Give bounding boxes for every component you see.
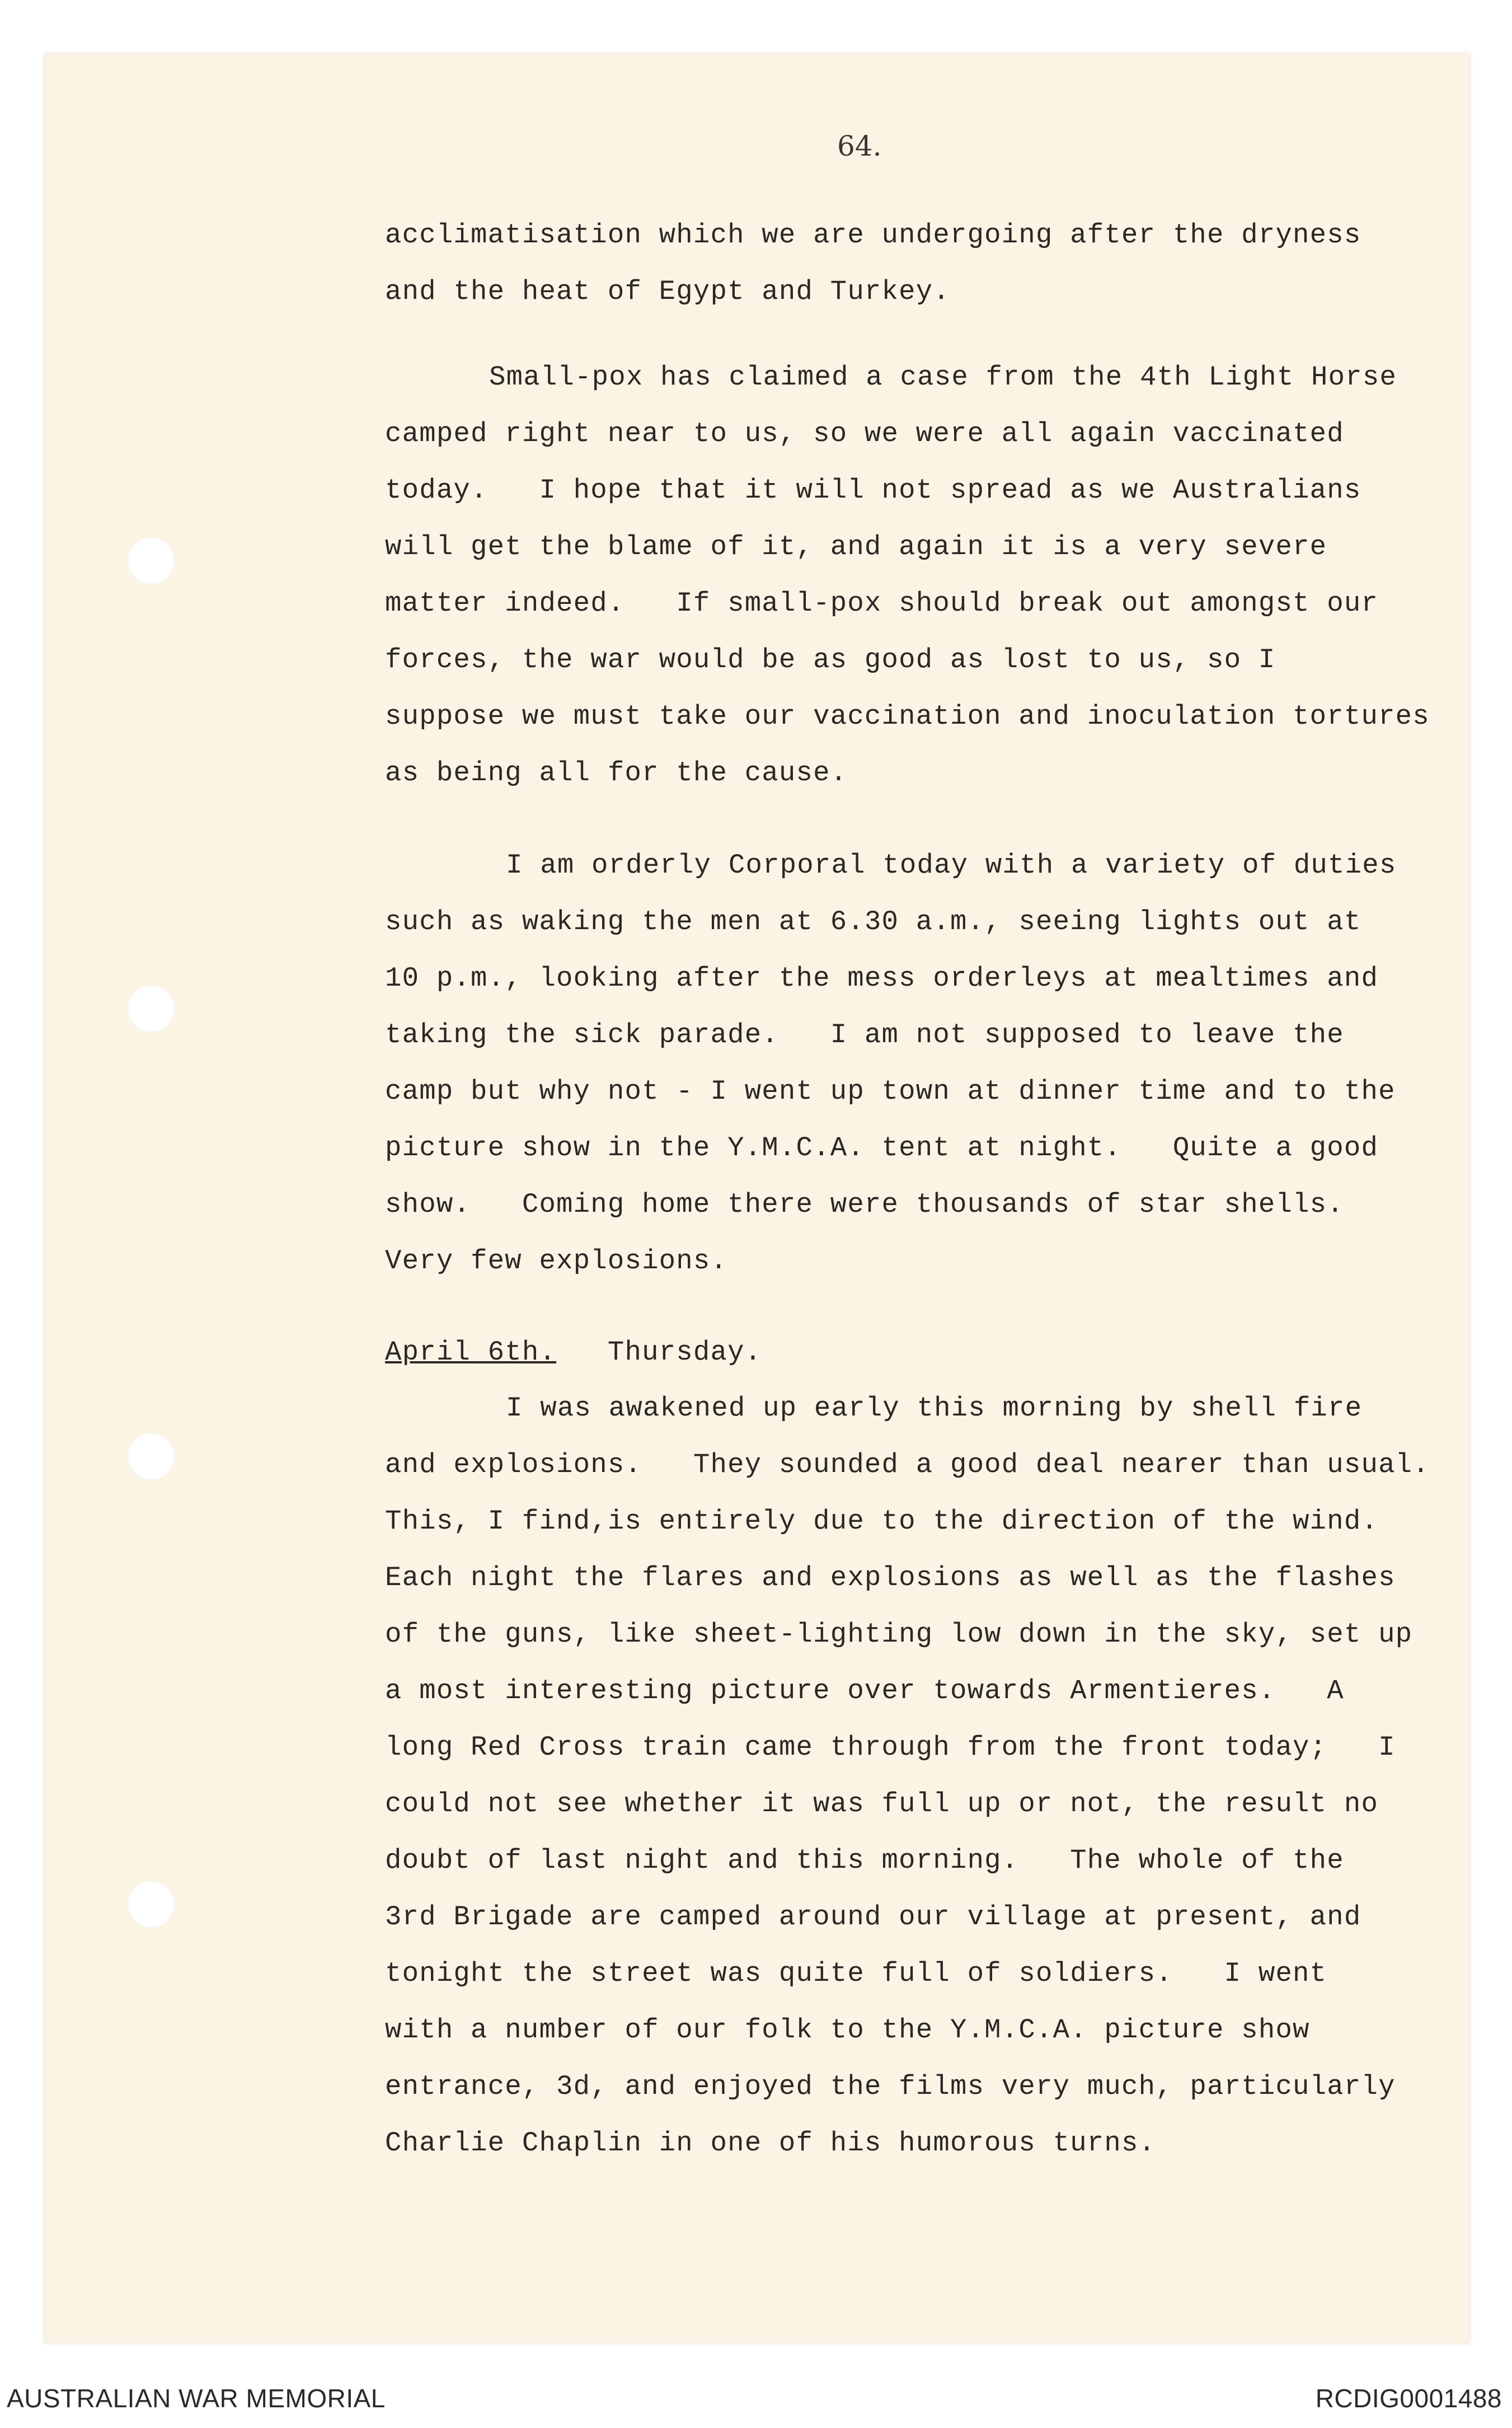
text-line: could not see whether it was full up or not, the result no xyxy=(385,1788,1379,1820)
text-line: 10 p.m., looking after the mess orderleys at mealtimes and xyxy=(385,963,1379,994)
entry-day: Thursday. xyxy=(607,1337,762,1368)
archive-id: RCDIG0001488 xyxy=(1315,2384,1502,2413)
text-line: camped right near to us, so we were all again vaccinated xyxy=(385,418,1344,449)
text-line: show. Coming home there were thousands of star shells. xyxy=(385,1189,1344,1220)
text-line: I am orderly Corporal today with a variety of duties xyxy=(506,850,1397,881)
text-line: such as waking the men at 6.30 a.m., seeing lights out at xyxy=(385,906,1361,938)
text-line: taking the sick parade. I am not supposed to leave the xyxy=(385,1019,1344,1051)
text-line: Each night the flares and explosions as well as the flashes xyxy=(385,1562,1396,1593)
text-line: entrance, 3d, and enjoyed the films very much, particularly xyxy=(385,2071,1396,2102)
text-line: as being all for the cause. xyxy=(385,757,848,789)
entry-date-heading xyxy=(385,1324,1448,1381)
punch-hole xyxy=(128,1433,175,1480)
text-line: of the guns, like sheet-lighting low down in the sky, set up xyxy=(385,1619,1413,1650)
punch-hole xyxy=(128,985,175,1032)
archive-credit: AUSTRALIAN WAR MEMORIAL xyxy=(7,2384,386,2413)
date-line xyxy=(385,1324,1448,1381)
text-line: with a number of our folk to the Y.M.C.A. picture show xyxy=(385,2014,1310,2046)
paragraph-2 xyxy=(385,349,1448,801)
paragraph-1 xyxy=(385,207,1448,320)
text-line: Small-pox has claimed a case from the 4th Light Horse xyxy=(489,362,1397,393)
text-line: and explosions. They sounded a good deal nearer than usual. xyxy=(385,1449,1430,1480)
text-line: will get the blame of it, and again it is a very severe xyxy=(385,531,1327,563)
text-line: suppose we must take our vaccination and inoculation tortures xyxy=(385,701,1430,732)
punch-hole xyxy=(128,537,175,584)
text-line: camp but why not - I went up town at dinner time and to the xyxy=(385,1076,1396,1107)
text-line: Very few explosions. xyxy=(385,1245,728,1277)
entry-date: April 6th. xyxy=(385,1337,557,1368)
text-line: today. I hope that it will not spread as we Australians xyxy=(385,475,1361,506)
text-line: 3rd Brigade are camped around our village at present, and xyxy=(385,1901,1361,1933)
text-line: forces, the war would be as good as lost to us, so I xyxy=(385,644,1276,676)
page-number: 64. xyxy=(837,130,882,162)
text-line: Charlie Chaplin in one of his humorous turns. xyxy=(385,2127,1156,2159)
text-line: a most interesting picture over towards Armentieres. A xyxy=(385,1675,1344,1707)
text-line: This, I find,is entirely due to the direction of the wind. xyxy=(385,1506,1379,1537)
text-line: acclimatisation which we are undergoing after the dryness xyxy=(385,219,1361,251)
text-line: tonight the street was quite full of soldiers. I went xyxy=(385,1958,1327,1989)
text-line: matter indeed. If small-pox should break out amongst our xyxy=(385,588,1379,619)
text-line: picture show in the Y.M.C.A. tent at night. Quite a good xyxy=(385,1132,1379,1164)
punch-hole xyxy=(128,1881,175,1928)
text-line: doubt of last night and this morning. The whole of the xyxy=(385,1845,1344,1876)
text-line: and the heat of Egypt and Turkey. xyxy=(385,276,950,307)
text-line: long Red Cross train came through from the front today; I xyxy=(385,1732,1396,1763)
paragraph-3 xyxy=(385,837,1448,1290)
paragraph-4 xyxy=(385,1380,1448,2172)
text-line: I was awakened up early this morning by shell fire xyxy=(506,1393,1363,1424)
